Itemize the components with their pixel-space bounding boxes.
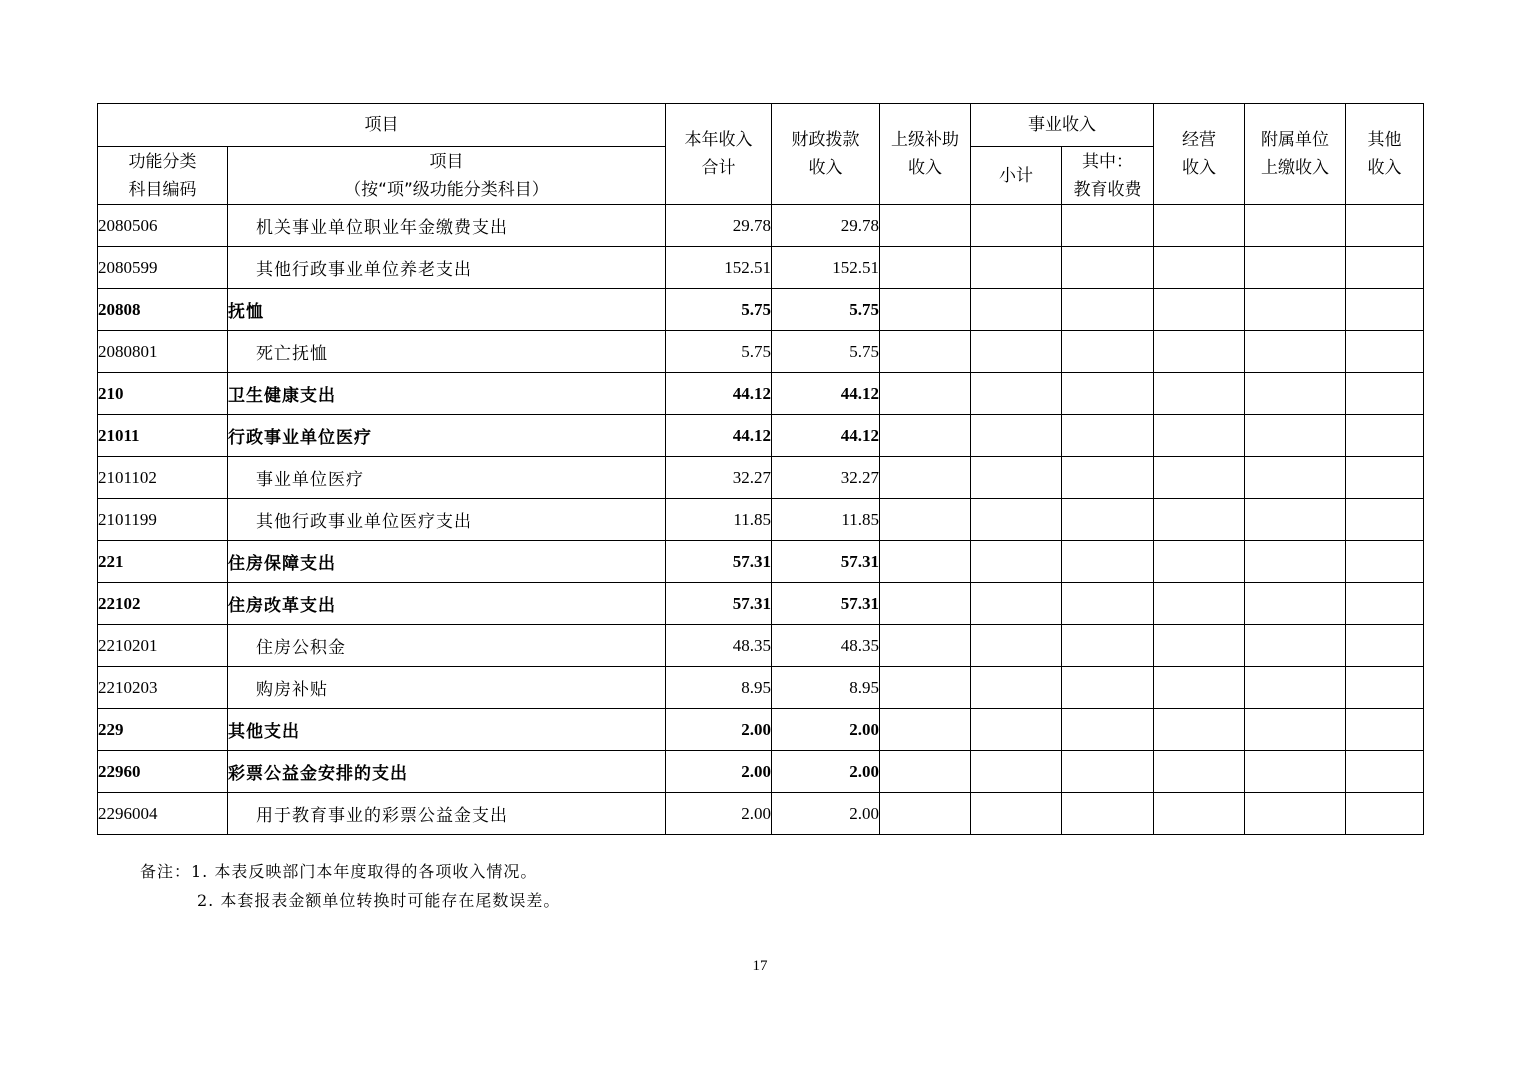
row-code: 2080599 [98,247,228,289]
row-empty-cell [971,457,1062,499]
row-code: 22102 [98,583,228,625]
row-empty-cell [1154,667,1245,709]
header-name: 项目 （按“项”级功能分类科目） [228,147,666,205]
row-name: 卫生健康支出 [228,373,666,415]
row-empty-cell [971,499,1062,541]
row-empty-cell [880,373,971,415]
row-fiscal: 8.95 [772,667,880,709]
row-empty-cell [880,415,971,457]
row-empty-cell [1062,289,1154,331]
row-empty-cell [1062,457,1154,499]
row-empty-cell [1154,415,1245,457]
table-row [98,709,1424,751]
row-name: 事业单位医疗 [228,457,666,499]
row-empty-cell [1245,289,1346,331]
row-empty-cell [1346,709,1424,751]
row-fiscal: 29.78 [772,205,880,247]
row-empty-cell [971,205,1062,247]
row-empty-cell [1154,457,1245,499]
row-empty-cell [1062,541,1154,583]
row-total: 57.31 [666,541,772,583]
row-code: 2101199 [98,499,228,541]
row-total: 8.95 [666,667,772,709]
row-empty-cell [880,709,971,751]
row-total: 11.85 [666,499,772,541]
row-total: 48.35 [666,625,772,667]
row-total: 29.78 [666,205,772,247]
row-code: 221 [98,541,228,583]
header-career: 事业收入 [971,104,1154,147]
row-code: 2296004 [98,793,228,835]
row-code: 2210201 [98,625,228,667]
row-empty-cell [880,541,971,583]
row-empty-cell [1346,793,1424,835]
row-empty-cell [880,205,971,247]
row-empty-cell [1062,331,1154,373]
header-total: 本年收入 合计 [666,104,772,205]
row-empty-cell [1062,499,1154,541]
row-empty-cell [1245,667,1346,709]
row-code: 20808 [98,289,228,331]
row-fiscal: 11.85 [772,499,880,541]
row-total: 2.00 [666,751,772,793]
row-empty-cell [880,457,971,499]
row-empty-cell [1154,709,1245,751]
row-empty-cell [971,583,1062,625]
row-code: 2101102 [98,457,228,499]
row-name: 彩票公益金安排的支出 [228,751,666,793]
row-empty-cell [971,709,1062,751]
row-empty-cell [1245,793,1346,835]
row-empty-cell [1062,751,1154,793]
row-name: 行政事业单位医疗 [228,415,666,457]
table-row [98,331,1424,373]
row-empty-cell [1346,331,1424,373]
header-other: 其他 收入 [1346,104,1424,205]
row-empty-cell [1245,625,1346,667]
row-empty-cell [1154,289,1245,331]
row-empty-cell [1154,247,1245,289]
row-empty-cell [1346,667,1424,709]
notes [140,857,560,915]
row-code: 2080801 [98,331,228,373]
row-empty-cell [971,247,1062,289]
row-empty-cell [1245,457,1346,499]
row-empty-cell [1154,373,1245,415]
row-total: 152.51 [666,247,772,289]
row-empty-cell [880,247,971,289]
row-empty-cell [1245,709,1346,751]
row-empty-cell [1154,205,1245,247]
row-empty-cell [971,289,1062,331]
row-total: 5.75 [666,331,772,373]
row-empty-cell [1154,583,1245,625]
row-name: 用于教育事业的彩票公益金支出 [228,793,666,835]
row-empty-cell [880,793,971,835]
row-empty-cell [971,751,1062,793]
row-empty-cell [1154,331,1245,373]
row-name: 住房公积金 [228,625,666,667]
row-fiscal: 57.31 [772,541,880,583]
page-number: 17 [752,958,768,974]
row-total: 5.75 [666,289,772,331]
row-total: 32.27 [666,457,772,499]
row-fiscal: 152.51 [772,247,880,289]
row-empty-cell [1346,499,1424,541]
table-row [98,457,1424,499]
row-empty-cell [971,331,1062,373]
row-name: 住房保障支出 [228,541,666,583]
row-name: 购房补贴 [228,667,666,709]
row-empty-cell [1062,709,1154,751]
header-upper: 上级补助 收入 [880,104,971,205]
table-row [98,289,1424,331]
row-empty-cell [1154,499,1245,541]
row-empty-cell [971,415,1062,457]
row-fiscal: 48.35 [772,625,880,667]
row-name: 死亡抚恤 [228,331,666,373]
row-empty-cell [1062,247,1154,289]
row-empty-cell [1346,373,1424,415]
note-line-2: 2. 本套报表金额单位转换时可能存在尾数误差。 [197,891,561,910]
header-career-sub: 小计 [971,147,1062,205]
table-body [98,205,1424,835]
row-empty-cell [1346,583,1424,625]
row-fiscal: 57.31 [772,583,880,625]
table-row [98,625,1424,667]
table-row [98,373,1424,415]
row-code: 22960 [98,751,228,793]
row-empty-cell [1346,415,1424,457]
row-empty-cell [1245,541,1346,583]
table-row [98,751,1424,793]
row-empty-cell [1062,583,1154,625]
header-item: 项目 [98,104,666,147]
table-row [98,541,1424,583]
row-empty-cell [1346,751,1424,793]
table-row [98,667,1424,709]
row-empty-cell [1245,331,1346,373]
row-empty-cell [880,583,971,625]
row-name: 其他支出 [228,709,666,751]
row-total: 44.12 [666,373,772,415]
row-fiscal: 5.75 [772,331,880,373]
row-code: 210 [98,373,228,415]
row-name: 抚恤 [228,289,666,331]
header-code: 功能分类 科目编码 [98,147,228,205]
row-code: 229 [98,709,228,751]
row-fiscal: 2.00 [772,751,880,793]
row-name: 住房改革支出 [228,583,666,625]
row-empty-cell [971,793,1062,835]
row-empty-cell [1062,373,1154,415]
row-empty-cell [971,373,1062,415]
row-code: 2080506 [98,205,228,247]
row-name: 其他行政事业单位养老支出 [228,247,666,289]
row-empty-cell [1245,583,1346,625]
row-empty-cell [1346,289,1424,331]
row-total: 44.12 [666,415,772,457]
row-empty-cell [1346,625,1424,667]
row-empty-cell [1346,541,1424,583]
table-row [98,793,1424,835]
row-empty-cell [1154,541,1245,583]
row-empty-cell [1346,457,1424,499]
table-row [98,583,1424,625]
row-empty-cell [1154,625,1245,667]
row-empty-cell [880,331,971,373]
row-code: 21011 [98,415,228,457]
row-empty-cell [1245,247,1346,289]
row-empty-cell [1346,247,1424,289]
row-empty-cell [880,499,971,541]
row-fiscal: 44.12 [772,373,880,415]
income-table [97,103,1424,835]
header-career-edu: 其中： 教育收费 [1062,147,1154,205]
row-empty-cell [1154,793,1245,835]
table-row [98,415,1424,457]
row-total: 57.31 [666,583,772,625]
table-row [98,205,1424,247]
row-empty-cell [971,541,1062,583]
row-empty-cell [880,751,971,793]
row-fiscal: 2.00 [772,793,880,835]
row-fiscal: 44.12 [772,415,880,457]
row-empty-cell [1062,793,1154,835]
row-empty-cell [1245,205,1346,247]
row-empty-cell [1346,205,1424,247]
row-total: 2.00 [666,709,772,751]
header-affiliated: 附属单位 上缴收入 [1245,104,1346,205]
row-empty-cell [971,667,1062,709]
row-empty-cell [1245,499,1346,541]
row-empty-cell [880,667,971,709]
row-name: 机关事业单位职业年金缴费支出 [228,205,666,247]
row-total: 2.00 [666,793,772,835]
row-fiscal: 32.27 [772,457,880,499]
row-empty-cell [1245,751,1346,793]
row-empty-cell [1062,205,1154,247]
row-code: 2210203 [98,667,228,709]
note-line-1: 备注：1. 本表反映部门本年度取得的各项收入情况。 [140,862,538,881]
row-empty-cell [1154,751,1245,793]
row-name: 其他行政事业单位医疗支出 [228,499,666,541]
row-fiscal: 2.00 [772,709,880,751]
row-empty-cell [1245,415,1346,457]
row-empty-cell [1062,625,1154,667]
table-row [98,247,1424,289]
header-fiscal: 财政拨款 收入 [772,104,880,205]
row-empty-cell [880,625,971,667]
row-empty-cell [971,625,1062,667]
table-row [98,499,1424,541]
row-empty-cell [880,289,971,331]
row-fiscal: 5.75 [772,289,880,331]
row-empty-cell [1245,373,1346,415]
row-empty-cell [1062,667,1154,709]
row-empty-cell [1062,415,1154,457]
header-business: 经营 收入 [1154,104,1245,205]
